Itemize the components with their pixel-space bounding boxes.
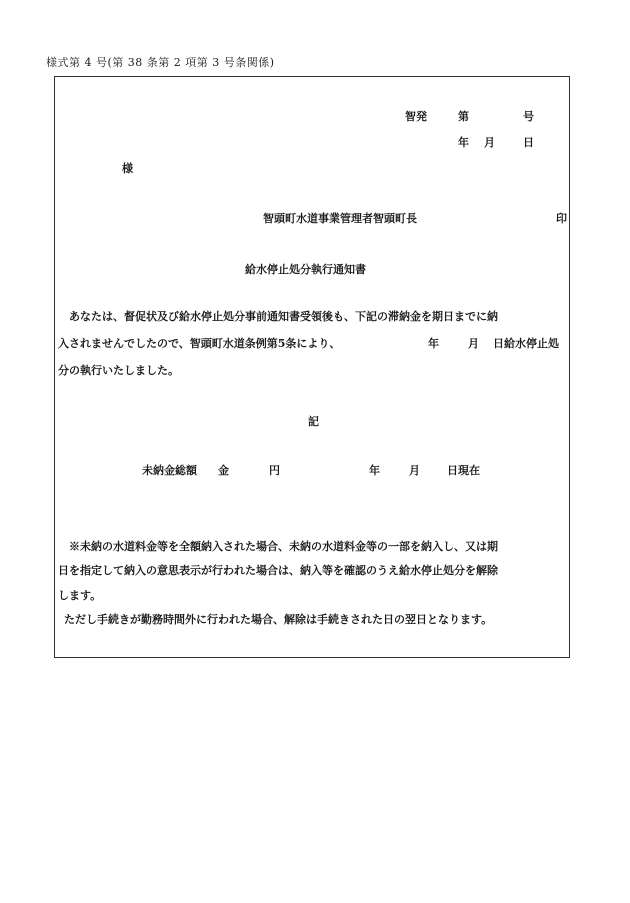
body-day-suffix: 日給水停止処 <box>493 337 559 350</box>
form-number: 様式第 4 号(第 38 条第 2 項第 3 号条関係) <box>46 56 275 69</box>
note-line-2: 日を指定して納入の意思表示が行われた場合は、納入等を確認のうえ給水停止処分を解除 <box>58 564 498 577</box>
notice-frame <box>54 76 570 658</box>
note-line-3: します。 <box>58 589 102 602</box>
note-line-1: ※未納の水道料金等を全額納入された場合、未納の水道料金等の一部を納入し、又は期 <box>69 540 498 553</box>
body-line-2: 入されませんでしたので、智頭町水道条例第5条により、 <box>58 337 341 350</box>
date-day: 日 <box>523 136 534 149</box>
unpaid-yen: 円 <box>269 464 280 477</box>
date-year: 年 <box>458 136 469 149</box>
issuer-name: 智頭町水道事業管理者智頭町長 <box>263 212 417 225</box>
document-title: 給水停止処分執行通知書 <box>245 263 366 276</box>
body-month: 月 <box>468 337 479 350</box>
seal-mark: 印 <box>556 212 567 225</box>
unpaid-year: 年 <box>369 464 380 477</box>
doc-no-dai: 第 <box>458 110 469 123</box>
unpaid-kin: 金 <box>218 464 229 477</box>
unpaid-label: 未納金総額 <box>142 464 197 477</box>
unpaid-month: 月 <box>409 464 420 477</box>
date-month: 月 <box>484 136 495 149</box>
ki-heading: 記 <box>308 415 319 428</box>
unpaid-day-genzai: 日現在 <box>447 464 480 477</box>
note-line-4: ただし手続きが勤務時間外に行われた場合、解除は手続きされた日の翌日となります。 <box>64 613 493 626</box>
body-line-1: あなたは、督促状及び給水停止処分事前通知書受領後も、下記の滞納金を期日までに納 <box>69 310 498 323</box>
body-line-3: 分の執行いたしました。 <box>58 364 179 377</box>
doc-no-go: 号 <box>523 110 534 123</box>
doc-no-prefix: 智発 <box>405 110 427 123</box>
body-year: 年 <box>428 337 439 350</box>
addressee-suffix: 様 <box>122 162 133 175</box>
